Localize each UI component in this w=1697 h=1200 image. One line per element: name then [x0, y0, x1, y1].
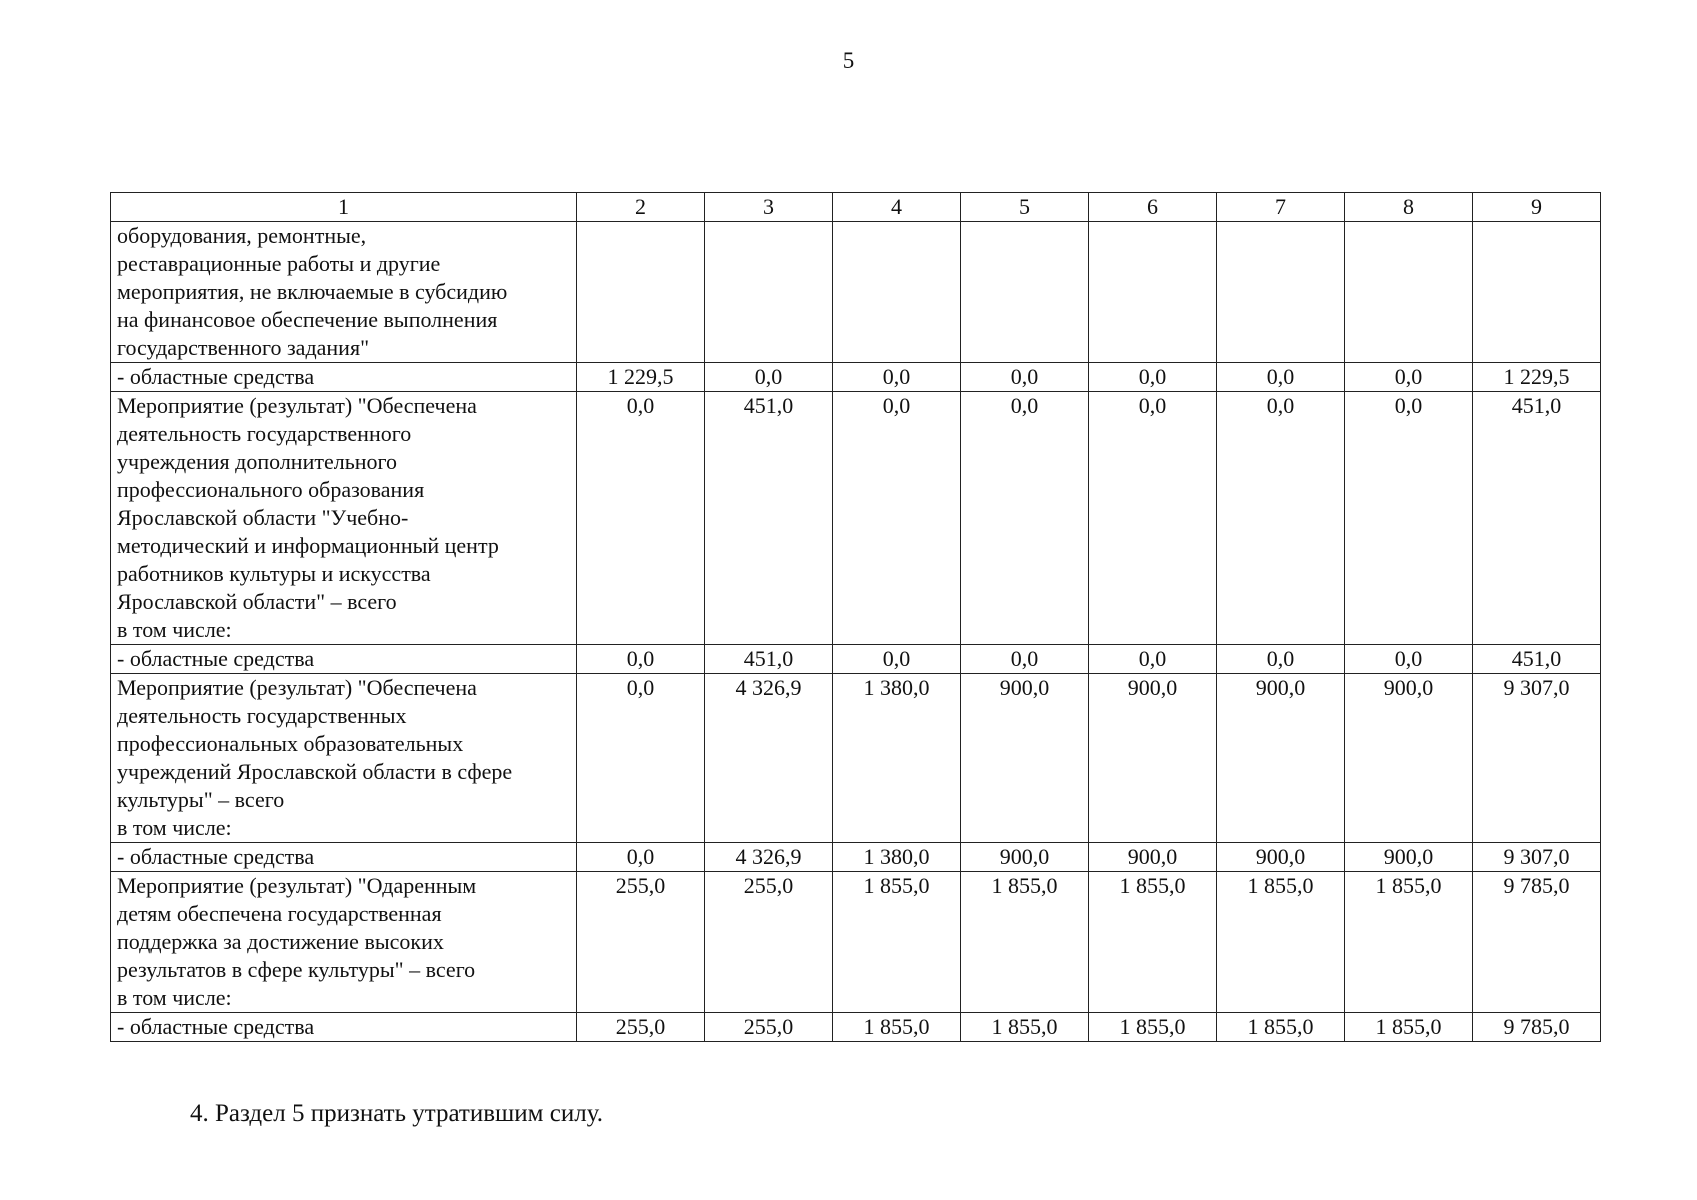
- value-cell: 255,0: [577, 1013, 705, 1042]
- value-cell: 0,0: [705, 363, 833, 392]
- column-header: 2: [577, 193, 705, 222]
- description-line: учреждений Ярославской области в сфере: [117, 759, 513, 784]
- description-line: оборудования, ремонтные,: [117, 223, 367, 248]
- value-cell: 1 855,0: [833, 1013, 961, 1042]
- value-cell: 9 785,0: [1473, 872, 1601, 1013]
- row-description: [111, 392, 577, 645]
- value-cell: 0,0: [1217, 363, 1345, 392]
- description-line: в том числе:: [117, 815, 232, 840]
- value-cell: 255,0: [577, 872, 705, 1013]
- table-row: [111, 363, 1601, 392]
- table-row: [111, 392, 1601, 645]
- description-line: мероприятия, не включаемые в субсидию: [117, 279, 508, 304]
- table-row: [111, 222, 1601, 363]
- description-line: работников культуры и искусства: [117, 561, 431, 586]
- value-cell: 900,0: [1345, 674, 1473, 843]
- column-header: 7: [1217, 193, 1345, 222]
- value-cell: [1473, 222, 1601, 363]
- value-cell: 1 229,5: [577, 363, 705, 392]
- row-description: [111, 843, 577, 872]
- value-cell: [961, 222, 1089, 363]
- value-cell: 4 326,9: [705, 674, 833, 843]
- value-cell: 0,0: [961, 645, 1089, 674]
- column-header: 9: [1473, 193, 1601, 222]
- row-description: [111, 363, 577, 392]
- description-line: учреждения дополнительного: [117, 449, 397, 474]
- value-cell: 1 380,0: [833, 674, 961, 843]
- value-cell: 0,0: [833, 363, 961, 392]
- column-header: 8: [1345, 193, 1473, 222]
- value-cell: 0,0: [1345, 645, 1473, 674]
- description-line: Мероприятие (результат) "Обеспечена: [117, 675, 477, 700]
- description-line: поддержка за достижение высоких: [117, 929, 444, 954]
- value-cell: 9 307,0: [1473, 674, 1601, 843]
- row-description: [111, 645, 577, 674]
- page-number: 5: [842, 48, 855, 73]
- value-cell: 1 380,0: [833, 843, 961, 872]
- footer-paragraph: 4. Раздел 5 признать утратившим силу.: [190, 1100, 603, 1127]
- value-cell: 900,0: [1089, 674, 1217, 843]
- description-line: детям обеспечена государственная: [117, 901, 442, 926]
- table-row: [111, 1013, 1601, 1042]
- value-cell: 0,0: [961, 363, 1089, 392]
- table-row: [111, 843, 1601, 872]
- description-line: реставрационные работы и другие: [117, 251, 441, 276]
- value-cell: 0,0: [833, 645, 961, 674]
- value-cell: 9 307,0: [1473, 843, 1601, 872]
- value-cell: 900,0: [961, 674, 1089, 843]
- column-header: 5: [961, 193, 1089, 222]
- value-cell: 0,0: [833, 392, 961, 645]
- description-line: - областные средства: [117, 844, 315, 869]
- description-line: методический и информационный центр: [117, 533, 499, 558]
- row-description: [111, 1013, 577, 1042]
- column-header-row: [111, 193, 1601, 222]
- value-cell: 1 855,0: [1089, 1013, 1217, 1042]
- value-cell: 451,0: [1473, 392, 1601, 645]
- value-cell: 1 855,0: [961, 872, 1089, 1013]
- value-cell: 0,0: [1217, 645, 1345, 674]
- description-line: Ярославской области" – всего: [117, 589, 397, 614]
- value-cell: 900,0: [1217, 674, 1345, 843]
- value-cell: 0,0: [577, 645, 705, 674]
- row-description: [111, 674, 577, 843]
- description-line: Мероприятие (результат) "Обеспечена: [117, 393, 477, 418]
- column-header: 4: [833, 193, 961, 222]
- value-cell: 900,0: [961, 843, 1089, 872]
- budget-table: [110, 192, 1601, 1042]
- value-cell: 0,0: [1217, 392, 1345, 645]
- description-line: в том числе:: [117, 617, 232, 642]
- description-line: результатов в сфере культуры" – всего: [117, 957, 476, 982]
- value-cell: 0,0: [1089, 363, 1217, 392]
- value-cell: [577, 222, 705, 363]
- description-line: Мероприятие (результат) "Одаренным: [117, 873, 477, 898]
- column-header: 3: [705, 193, 833, 222]
- description-line: профессиональных образовательных: [117, 731, 464, 756]
- description-line: культуры" – всего: [117, 787, 285, 812]
- column-header: 1: [111, 193, 577, 222]
- value-cell: 900,0: [1217, 843, 1345, 872]
- row-description: [111, 872, 577, 1013]
- value-cell: 451,0: [705, 645, 833, 674]
- value-cell: 451,0: [705, 392, 833, 645]
- value-cell: 1 229,5: [1473, 363, 1601, 392]
- value-cell: [705, 222, 833, 363]
- description-line: - областные средства: [117, 1014, 315, 1039]
- description-line: Ярославской области "Учебно-: [117, 505, 409, 530]
- description-line: деятельность государственных: [117, 703, 407, 728]
- value-cell: 0,0: [1345, 392, 1473, 645]
- table-body: [111, 193, 1601, 1042]
- value-cell: 255,0: [705, 872, 833, 1013]
- value-cell: 0,0: [577, 674, 705, 843]
- value-cell: [1089, 222, 1217, 363]
- table-row: [111, 872, 1601, 1013]
- value-cell: 900,0: [1345, 843, 1473, 872]
- description-line: профессионального образования: [117, 477, 425, 502]
- description-line: государственного задания": [117, 335, 370, 360]
- value-cell: 0,0: [577, 843, 705, 872]
- value-cell: [833, 222, 961, 363]
- value-cell: 0,0: [1089, 645, 1217, 674]
- description-line: в том числе:: [117, 985, 232, 1010]
- row-description: [111, 222, 577, 363]
- table-row: [111, 674, 1601, 843]
- description-line: на финансовое обеспечение выполнения: [117, 307, 498, 332]
- value-cell: 255,0: [705, 1013, 833, 1042]
- value-cell: 1 855,0: [1217, 872, 1345, 1013]
- value-cell: 4 326,9: [705, 843, 833, 872]
- value-cell: 1 855,0: [1089, 872, 1217, 1013]
- column-header: 6: [1089, 193, 1217, 222]
- description-line: - областные средства: [117, 364, 315, 389]
- value-cell: 1 855,0: [1217, 1013, 1345, 1042]
- value-cell: 0,0: [577, 392, 705, 645]
- value-cell: 1 855,0: [833, 872, 961, 1013]
- value-cell: 0,0: [1089, 392, 1217, 645]
- value-cell: [1345, 222, 1473, 363]
- table-row: [111, 645, 1601, 674]
- value-cell: 1 855,0: [1345, 872, 1473, 1013]
- description-line: - областные средства: [117, 646, 315, 671]
- value-cell: [1217, 222, 1345, 363]
- value-cell: 451,0: [1473, 645, 1601, 674]
- value-cell: 9 785,0: [1473, 1013, 1601, 1042]
- value-cell: 0,0: [961, 392, 1089, 645]
- description-line: деятельность государственного: [117, 421, 412, 446]
- value-cell: 1 855,0: [961, 1013, 1089, 1042]
- value-cell: 900,0: [1089, 843, 1217, 872]
- value-cell: 0,0: [1345, 363, 1473, 392]
- value-cell: 1 855,0: [1345, 1013, 1473, 1042]
